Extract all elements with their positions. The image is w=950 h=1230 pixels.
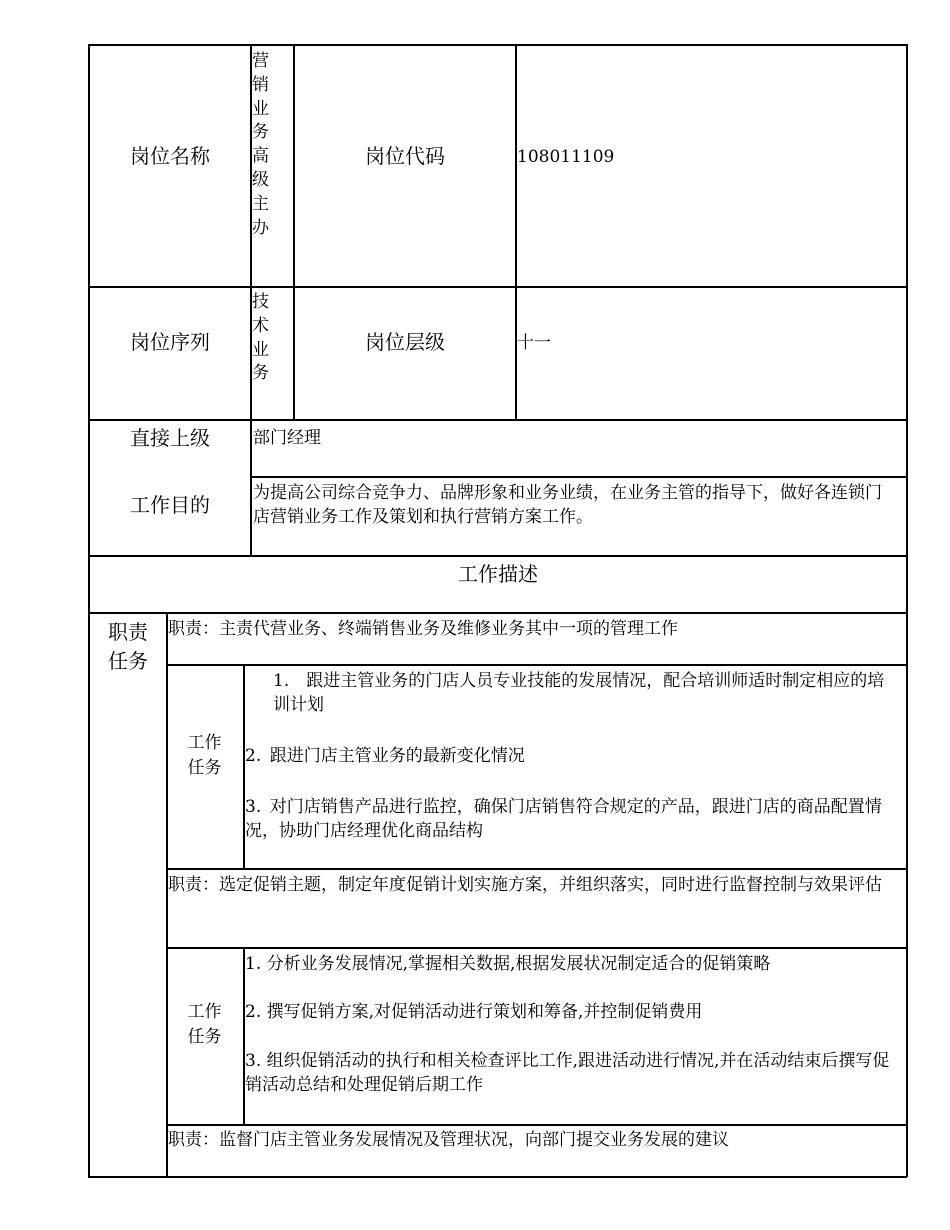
duty-1-title: 职责：主责代营业务、终端销售业务及维修业务其中一项的管理工作 xyxy=(168,619,678,639)
work-purpose-label: 工作目的 xyxy=(130,493,210,517)
work-description-heading: 工作描述 xyxy=(458,562,538,586)
duty-2-task-3: 3. 组织促销活动的执行和相关检查评比工作,跟进活动进行情况,并在活动结束后撰写促销活动总结和处理促销后期工作 xyxy=(245,1051,890,1095)
post-code-value: 108011109 xyxy=(517,147,615,167)
post-level-label: 岗位层级 xyxy=(365,330,445,354)
duty-1-task-3: 3. 对门店销售产品进行监控，确保门店销售符合规定的产品，跟进门店的商品配置情况，协助门店经理优化商品结构 xyxy=(245,797,882,841)
duty-1-task-2: 2. 跟进门店主管业务的最新变化情况 xyxy=(245,746,525,766)
post-series-label: 岗位序列 xyxy=(130,330,210,354)
direct-superior-value: 部门经理 xyxy=(253,428,321,448)
work-purpose-value: 为提高公司综合竞争力、品牌形象和业务业绩，在业务主管的指导下，做好各连锁门店营销业务工作及策划和执行营销方案工作。 xyxy=(253,483,882,527)
duty-2-work-tasks-label: 工作任务 xyxy=(187,1002,222,1047)
direct-superior-label: 直接上级 xyxy=(130,426,210,450)
duty-2-task-2: 2. 撰写促销方案,对促销活动进行策划和筹备,并控制促销费用 xyxy=(245,1002,703,1022)
post-name-value: 营销业务高级主办 xyxy=(252,51,269,238)
duties-tasks-label: 职责任务 xyxy=(108,620,148,673)
post-series-value: 技术业务 xyxy=(252,292,269,384)
duty-3-title: 职责：监督门店主管业务发展情况及管理状况，向部门提交业务发展的建议 xyxy=(168,1130,729,1150)
duty-2-task-1: 1. 分析业务发展情况,掌握相关数据,根据发展状况制定适合的促销策略 xyxy=(245,954,771,974)
duty-1-work-tasks-label: 工作任务 xyxy=(187,733,222,778)
duty-1-task-1: 1. 跟进主管业务的门店人员专业技能的发展情况，配合培训师适时制定相应的培训计划 xyxy=(273,671,885,715)
duty-2-title: 职责：选定促销主题，制定年度促销计划实施方案，并组织落实，同时进行监督控制与效果评估 xyxy=(168,875,882,895)
post-code-label: 岗位代码 xyxy=(365,144,445,168)
post-name-label: 岗位名称 xyxy=(130,144,210,168)
post-level-value: 十一 xyxy=(517,333,551,353)
